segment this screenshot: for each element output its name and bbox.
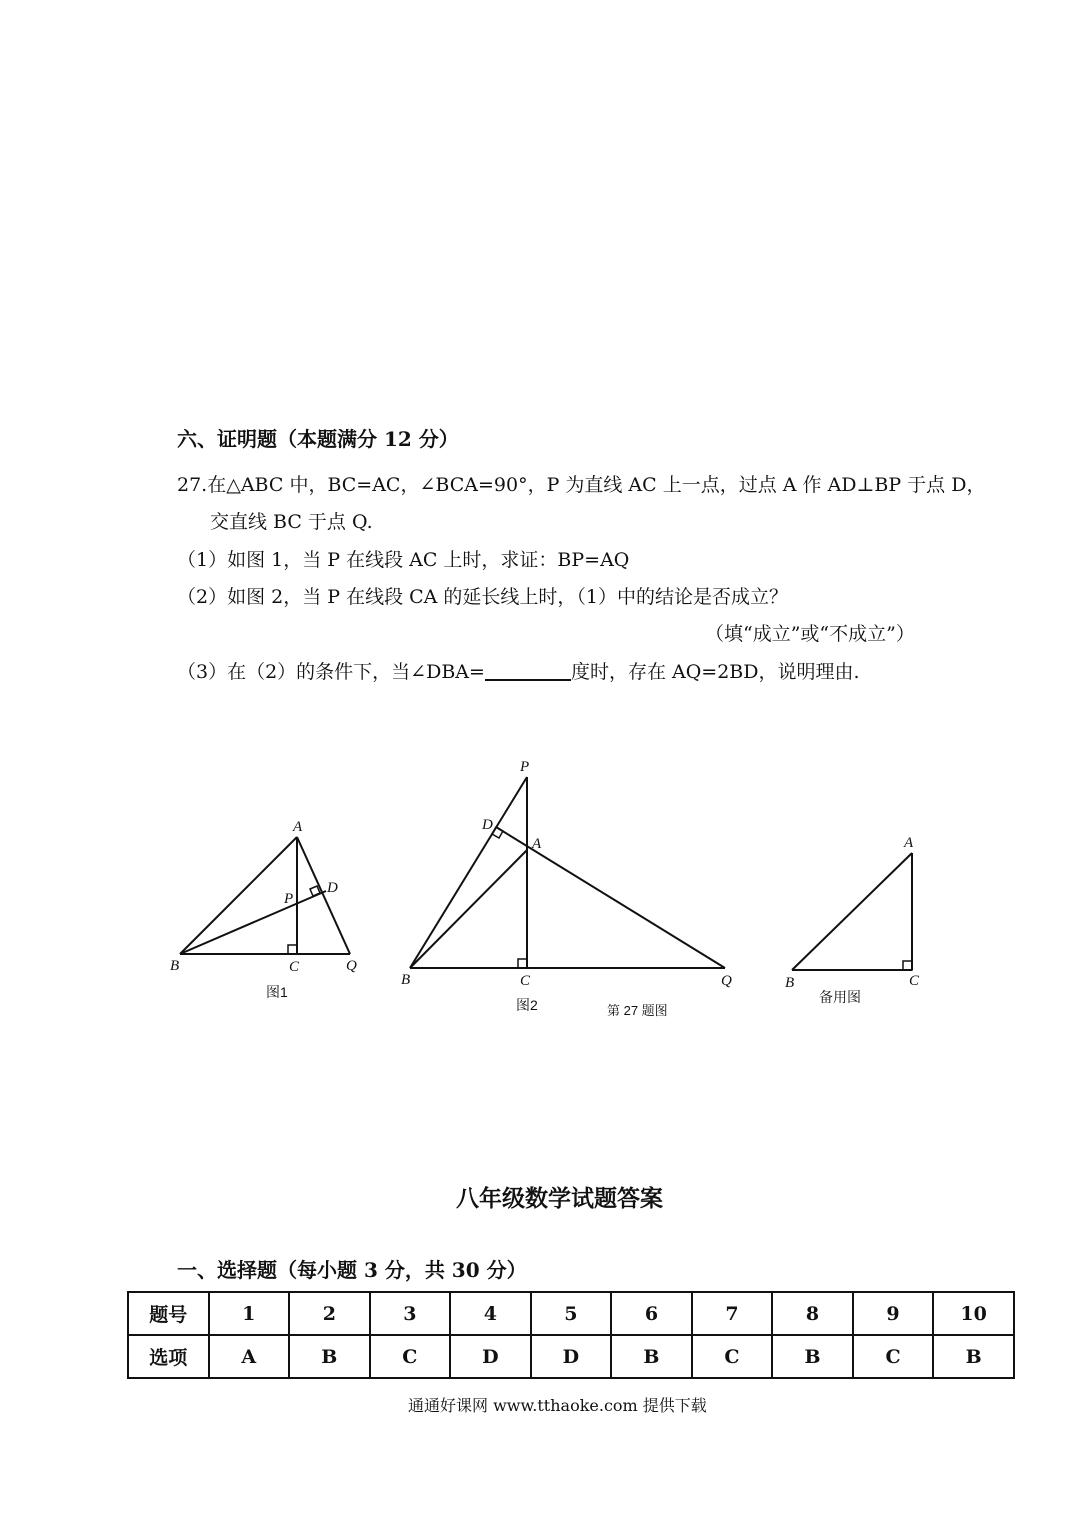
- figures-q27: [160, 750, 940, 1030]
- fig1-point-c: C: [289, 959, 300, 975]
- number-cell: 1: [209, 1292, 290, 1335]
- figure-backup: [792, 853, 912, 970]
- fig3-point-c: C: [909, 973, 920, 989]
- figure-group-caption: 第 27 题图: [607, 1003, 668, 1018]
- fig2-point-d: D: [482, 817, 493, 833]
- question-27-part3: [177, 657, 860, 684]
- choice-cell: B: [289, 1335, 370, 1378]
- choice-cell: D: [450, 1335, 531, 1378]
- question-27-part2: （2）如图 2，当 P 在线段 CA 的延长线上时，（1）中的结论是否成立？: [177, 586, 789, 608]
- part3-text-before: （3）在（2）的条件下，当∠DBA=: [177, 661, 485, 683]
- fig2-point-p: P: [520, 759, 530, 775]
- fig1-point-a: A: [293, 819, 303, 835]
- number-cell: 10: [933, 1292, 1014, 1335]
- fig1-point-q: Q: [346, 958, 357, 974]
- choice-cell: C: [692, 1335, 773, 1378]
- choice-cell: C: [853, 1335, 934, 1378]
- answer-table-header-row: [128, 1292, 1014, 1335]
- fig2-point-q: Q: [721, 973, 732, 989]
- choice-cell: A: [209, 1335, 290, 1378]
- number-cell: 9: [853, 1292, 934, 1335]
- answer-blank: [485, 659, 571, 681]
- fig3-caption: 备用图: [819, 989, 861, 1005]
- answers-title: 八年级数学试题答案: [456, 1185, 663, 1212]
- fig1-point-b: B: [170, 958, 180, 974]
- fig1-point-d: D: [327, 880, 338, 896]
- fig2-point-a: A: [532, 836, 542, 852]
- answer-table-choice-row: [128, 1335, 1014, 1378]
- choice-cell: C: [370, 1335, 451, 1378]
- choice-cell: B: [772, 1335, 853, 1378]
- fig2-caption: 图2: [516, 997, 538, 1013]
- fig2-point-b: B: [401, 972, 411, 988]
- question-27-line2: 交直线 BC 于点 Q.: [210, 511, 373, 533]
- fig3-point-b: B: [785, 975, 795, 991]
- page-footer: 通通好课网 www.tthaoke.com 提供下载: [408, 1396, 707, 1415]
- number-cell: 5: [531, 1292, 612, 1335]
- part3-text-after: 度时，存在 AQ=2BD，说明理由.: [570, 661, 860, 683]
- number-cell: 4: [450, 1292, 531, 1335]
- question-27-line1: 27.在△ABC 中，BC=AC，∠BCA=90°，P 为直线 AC 上一点，过点 A 作 AD⊥BP 于点 D，: [177, 474, 986, 496]
- choice-cell: D: [531, 1335, 612, 1378]
- fig1-point-p: P: [284, 891, 294, 907]
- number-cell: 8: [772, 1292, 853, 1335]
- number-cell: 2: [289, 1292, 370, 1335]
- fig1-caption: 图1: [266, 984, 288, 1000]
- fig2-point-c: C: [520, 973, 531, 989]
- question-27-part1: （1）如图 1，当 P 在线段 AC 上时，求证：BP=AQ: [177, 549, 630, 571]
- section-6-title: 六、证明题（本题满分 12 分）: [177, 427, 459, 451]
- number-cell: 3: [370, 1292, 451, 1335]
- choice-cell: B: [611, 1335, 692, 1378]
- answers-section-1-title: 一、选择题（每小题 3 分，共 30 分）: [177, 1258, 527, 1282]
- fig3-point-a: A: [904, 835, 914, 851]
- number-cell: 6: [611, 1292, 692, 1335]
- answer-table: [127, 1291, 1015, 1379]
- header-label-cell: 题号: [128, 1292, 209, 1335]
- choice-cell: B: [933, 1335, 1014, 1378]
- figure-2: [410, 777, 725, 968]
- row-label-cell: 选项: [128, 1335, 209, 1378]
- number-cell: 7: [692, 1292, 773, 1335]
- question-27-part2-hint: （填“成立”或“不成立”）: [705, 623, 915, 645]
- figure-1: [180, 837, 350, 954]
